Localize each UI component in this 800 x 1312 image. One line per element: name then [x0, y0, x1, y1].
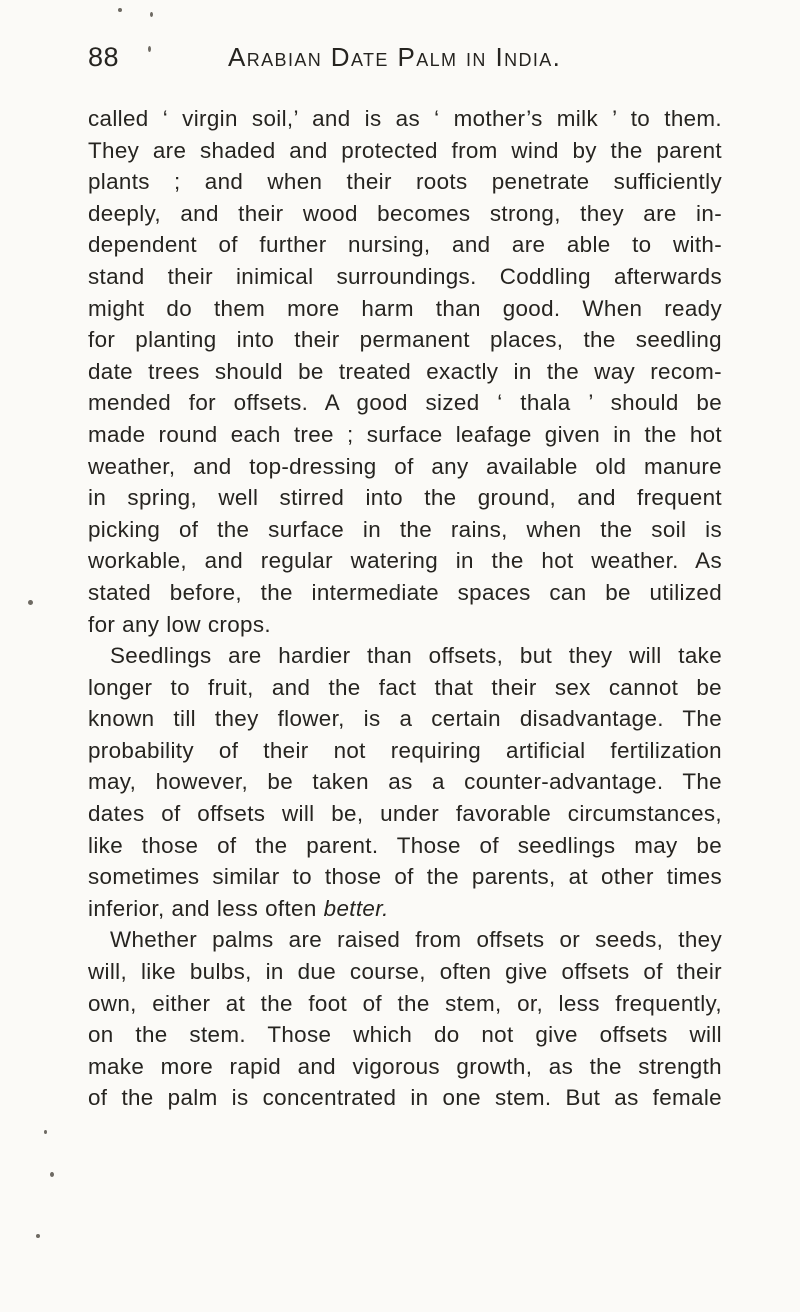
- print-speck: [50, 1172, 54, 1177]
- page-header: [88, 42, 718, 82]
- text-line: for planting into their permanent places, the seedling: [88, 327, 722, 353]
- text-line: might do them more harm than good. When ready: [88, 295, 722, 321]
- text-line: known till they flower, is a certain disadvantage. The: [88, 706, 722, 732]
- text-line: [88, 893, 722, 925]
- text-line: make more rapid and vigorous growth, as the strength: [88, 1053, 722, 1079]
- text-line: called ‘ virgin soil,’ and is as ‘ mother’s milk ’ to them.: [88, 106, 722, 131]
- print-speck: [150, 12, 153, 17]
- text-line: stand their inimical surroundings. Coddling afterwards: [88, 263, 722, 289]
- text-line-start: inferior, and less often: [88, 895, 324, 921]
- text-line: sometimes similar to those of the parents, at other times: [88, 864, 722, 890]
- text-line: dates of offsets will be, under favorable circumstances,: [88, 801, 722, 827]
- text-line: workable, and regular watering in the hot weather. As: [88, 548, 722, 574]
- page-number: 88: [88, 42, 120, 72]
- emphasis-better: better.: [323, 895, 389, 921]
- body-text: [88, 103, 722, 1114]
- text-line: like those of the parent. Those of seedlings may be: [88, 832, 722, 858]
- text-line: date trees should be treated exactly in the way recom-: [88, 358, 722, 384]
- text-line: deeply, and their wood becomes strong, they are in-: [88, 200, 722, 226]
- text-line: may, however, be taken as a counter-advantage. The: [88, 769, 722, 795]
- text-line: on the stem. Those which do not give offsets will: [88, 1022, 722, 1048]
- text-line: plants ; and when their roots penetrate sufficiently: [88, 169, 722, 195]
- text-line: of the palm is concentrated in one stem. But as female: [88, 1085, 722, 1111]
- text-line: longer to fruit, and the fact that their sex cannot be: [88, 674, 722, 700]
- running-head: Arabian Date Palm in India.: [228, 42, 562, 72]
- paragraph-3: [88, 924, 722, 1114]
- text-line: own, either at the foot of the stem, or, less frequently,: [88, 990, 722, 1016]
- print-speck: [44, 1130, 47, 1134]
- text-line: picking of the surface in the rains, when the soil is: [88, 516, 722, 542]
- text-line: probability of their not requiring artificial fertilization: [88, 737, 722, 763]
- text-line: in spring, well stirred into the ground, and frequent: [88, 485, 722, 511]
- text-line: made round each tree ; surface leafage given in the hot: [88, 421, 722, 447]
- paragraph-1: [88, 103, 722, 640]
- text-line: weather, and top-dressing of any available old manure: [88, 453, 722, 479]
- text-line: will, like bulbs, in due course, often give offsets of their: [88, 959, 722, 985]
- text-line: stated before, the intermediate spaces can be utilized: [88, 579, 722, 605]
- print-speck: [36, 1234, 40, 1238]
- text-line: mended for offsets. A good sized ‘ thala ’ should be: [88, 390, 722, 416]
- text-line: They are shaded and protected from wind by the parent: [88, 137, 722, 163]
- paragraph-2: [88, 640, 722, 924]
- print-speck: [28, 600, 33, 605]
- text-line: Seedlings are hardier than offsets, but they will take: [110, 643, 722, 669]
- print-speck: [118, 8, 122, 12]
- text-line: for any low crops.: [88, 611, 271, 637]
- text-line: dependent of further nursing, and are able to with-: [88, 232, 722, 258]
- text-line: Whether palms are raised from offsets or seeds, they: [110, 927, 722, 953]
